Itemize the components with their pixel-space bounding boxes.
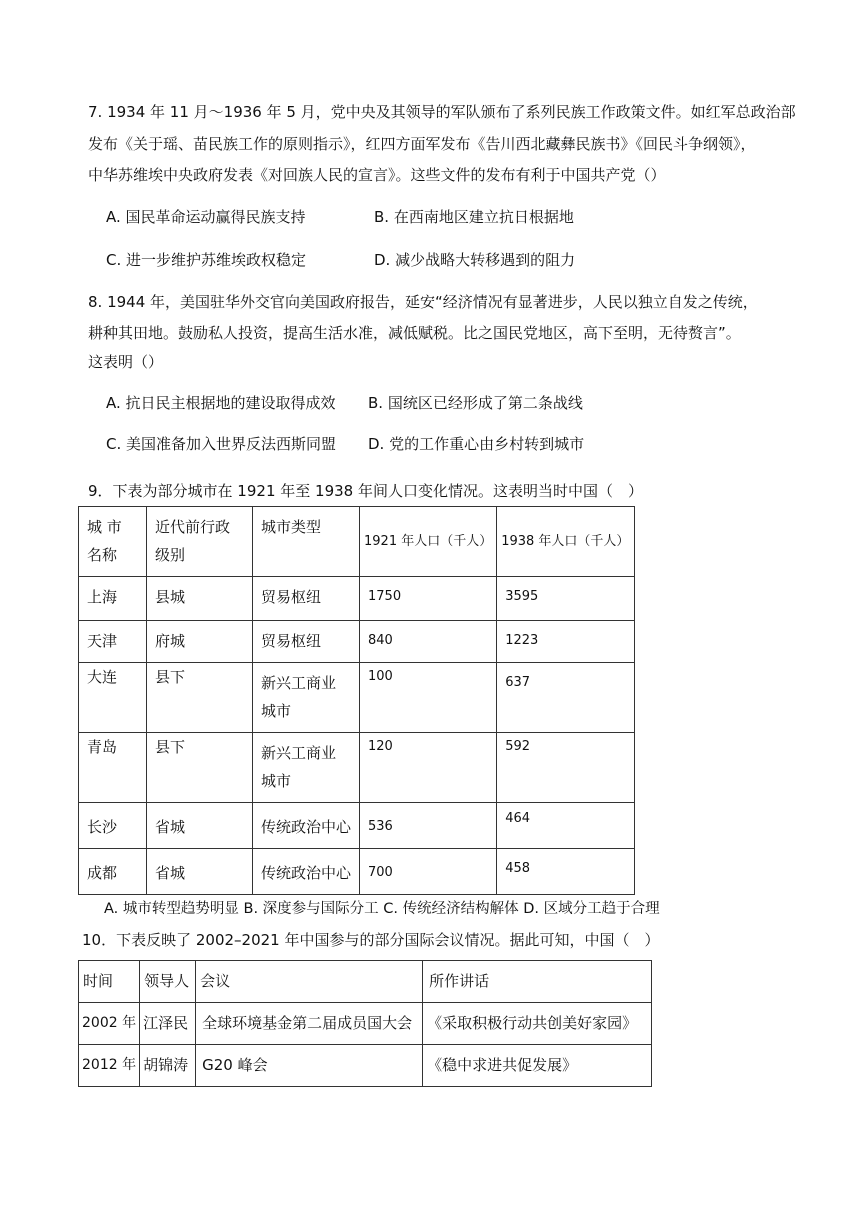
type-cell: 新兴工商业 城市 [261, 674, 337, 720]
table-row [79, 663, 635, 733]
q7-stem-line-2: 发布《关于瑶、苗民族工作的原则指示》，红四方面军发布《告川西北藏彝民族书》《回民斗争纲领》， [88, 135, 756, 153]
pop1938-cell: 458 [505, 861, 531, 876]
pop1938-cell: 464 [505, 811, 531, 826]
q7-option-c: C. 进一步维护苏维埃政权稳定 [106, 251, 307, 269]
q10-stem: 10．下表反映了 2002–2021 年中国参与的部分国际会议情况。据此可知，中国（ ） [82, 931, 660, 949]
q9-stem: 9．下表为部分城市在 1921 年至 1938 年间人口变化情况。这表明当时中国（ ） [88, 482, 643, 500]
time-cell: 2002 年 [82, 1015, 137, 1031]
pop1921-cell: 536 [368, 819, 393, 834]
table-row [79, 849, 635, 895]
pop1938-cell: 1223 [505, 633, 539, 648]
q7-option-b: B. 在西南地区建立抗日根据地 [374, 208, 574, 226]
q7-option-a: A. 国民革命运动赢得民族支持 [106, 208, 306, 226]
level-cell: 县城 [155, 588, 186, 606]
level-cell: 县下 [155, 668, 186, 686]
header-cell: 1921 年人口（千人） [360, 507, 497, 577]
header-cell: 城市类型 [253, 507, 360, 577]
table-row [79, 733, 635, 803]
table-header-row [79, 507, 635, 577]
level-cell: 府城 [155, 632, 186, 650]
type-cell: 新兴工商业 城市 [261, 744, 337, 790]
pop1921-cell: 840 [368, 633, 393, 648]
type-cell: 传统政治中心 [261, 864, 352, 882]
q8-option-c: C. 美国准备加入世界反法西斯同盟 [106, 435, 337, 453]
q9-options: A. 城市转型趋势明显 B. 深度参与国际分工 C. 传统经济结构解体 D. 区域分工趋于合理 [104, 901, 660, 917]
time-cell: 2012 年 [82, 1057, 137, 1073]
pop1938-cell: 3595 [505, 589, 539, 604]
q8-option-d: D. 党的工作重心由乡村转到城市 [368, 435, 585, 453]
q8-option-b: B. 国统区已经形成了第二条战线 [368, 394, 583, 412]
conference-cell: G20 峰会 [202, 1056, 268, 1074]
header-cell: 会议 [196, 961, 423, 1003]
table-header-row [79, 961, 652, 1003]
q7-stem-line-1: 7. 1934 年 11 月～1936 年 5 月，党中央及其领导的军队颁布了系列民族工作政策文件。如红军总政治部 [88, 103, 796, 121]
city-cell: 成都 [87, 864, 118, 882]
q10-conference-table [78, 960, 652, 1087]
header-cell: 所作讲话 [423, 961, 652, 1003]
city-cell: 青岛 [87, 738, 118, 756]
city-cell: 天津 [87, 632, 118, 650]
leader-cell: 江泽民 [143, 1014, 189, 1032]
q7-option-d: D. 减少战略大转移遇到的阻力 [374, 251, 576, 269]
level-cell: 省城 [155, 864, 186, 882]
q8-stem-line-3: 这表明（） [88, 353, 164, 371]
header-cell: 时间 [79, 961, 140, 1003]
city-cell: 大连 [87, 668, 118, 686]
speech-cell: 《采取积极行动共创美好家园》 [427, 1014, 638, 1032]
table-row [79, 621, 635, 663]
type-cell: 贸易枢纽 [261, 588, 322, 606]
q7-stem-line-3: 中华苏维埃中央政府发表《对回族人民的宣言》。这些文件的发布有利于中国共产党（） [88, 166, 666, 184]
pop1921-cell: 120 [368, 739, 393, 754]
city-cell: 上海 [87, 588, 118, 606]
leader-cell: 胡锦涛 [143, 1056, 189, 1074]
header-cell: 领导人 [140, 961, 196, 1003]
header-cell: 1938 年人口（千人） [497, 507, 635, 577]
table-row [79, 1003, 652, 1045]
pop1921-cell: 700 [368, 865, 393, 880]
table-row [79, 577, 635, 621]
q9-population-table [78, 506, 635, 895]
pop1921-cell: 1750 [368, 589, 402, 604]
q8-stem-line-1: 8. 1944 年，美国驻华外交官向美国政府报告，延安“经济情况有显著进步，人民以独立自发之传统， [88, 293, 758, 311]
pop1938-cell: 592 [505, 739, 531, 754]
type-cell: 贸易枢纽 [261, 632, 322, 650]
pop1938-cell: 637 [505, 675, 531, 690]
q8-option-a: A. 抗日民主根据地的建设取得成效 [106, 394, 336, 412]
conference-cell: 全球环境基金第二届成员国大会 [202, 1014, 413, 1032]
pop1921-cell: 100 [368, 669, 393, 684]
level-cell: 省城 [155, 818, 186, 836]
header-cell: 近代前行政 级别 [147, 507, 253, 577]
level-cell: 县下 [155, 738, 186, 756]
type-cell: 传统政治中心 [261, 818, 352, 836]
header-cell: 城 市 名称 [79, 507, 147, 577]
table-row [79, 1045, 652, 1087]
speech-cell: 《稳中求进共促发展》 [427, 1056, 578, 1074]
q8-stem-line-2: 耕种其田地。鼓励私人投资，提高生活水准，减低赋税。比之国民党地区，高下至明，无待赘言”。 [88, 324, 741, 342]
city-cell: 长沙 [87, 818, 118, 836]
table-row [79, 803, 635, 849]
